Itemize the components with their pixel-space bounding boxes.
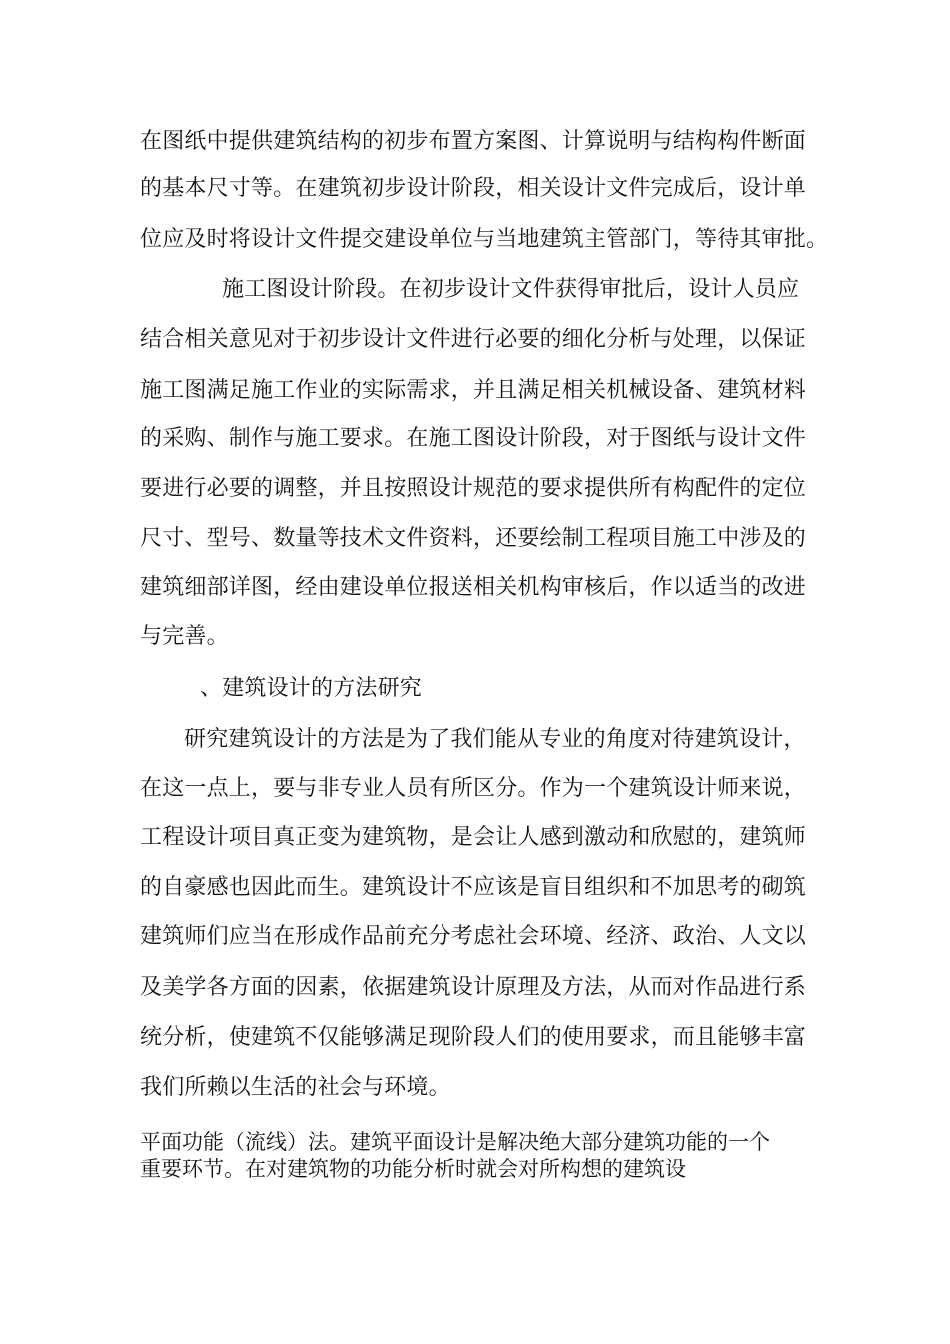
text-line-20: 我们所赖以生活的社会与环境。 [140, 1075, 451, 1100]
text-line-22: 重要环节。在对建筑物的功能分析时就会对所构想的建筑设 [140, 1157, 686, 1181]
text-line-4: 施工图设计阶段。在初步设计文件获得审批后，设计人员应 [222, 277, 800, 302]
text-line-21: 平面功能（流线）法。建筑平面设计是解决绝大部分建筑功能的一个 [140, 1130, 770, 1154]
text-line-1: 在图纸中提供建筑结构的初步布置方案图、计算说明与结构构件断面 [140, 129, 807, 154]
text-line-10: 建筑细部详图，经由建设单位报送相关机构审核后，作以适当的改进 [140, 575, 807, 600]
text-line-11: 与完善。 [140, 624, 229, 649]
text-line-9: 尺寸、型号、数量等技术文件资料，还要绘制工程项目施工中涉及的 [140, 526, 807, 551]
text-line-16: 的自豪感也因此而生。建筑设计不应该是盲目组织和不加思考的砌筑 [140, 875, 807, 900]
text-line-7: 的采购、制作与施工要求。在施工图设计阶段，对于图纸与设计文件 [140, 426, 807, 451]
text-line-6: 施工图满足施工作业的实际需求，并且满足相关机械设备、建筑材料 [140, 378, 807, 403]
text-line-15: 工程设计项目真正变为建筑物，是会让人感到激动和欣慰的，建筑师 [140, 825, 807, 850]
section-heading: 、建筑设计的方法研究 [200, 676, 423, 701]
text-line-2: 的基本尺寸等。在建筑初步设计阶段，相关设计文件完成后，设计单 [140, 176, 807, 201]
text-line-14: 在这一点上，要与非专业人员有所区分。作为一个建筑设计师来说， [140, 776, 807, 801]
text-line-17: 建筑师们应当在形成作品前充分考虑社会环境、经济、政治、人文以 [140, 924, 807, 949]
text-line-8: 要进行必要的调整，并且按照设计规范的要求提供所有构配件的定位 [140, 476, 807, 501]
text-line-19: 统分析，使建筑不仅能够满足现阶段人们的使用要求，而且能够丰富 [140, 1025, 807, 1050]
text-line-13: 研究建筑设计的方法是为了我们能从专业的角度对待建筑设计， [184, 727, 806, 752]
text-line-18: 及美学各方面的因素，依据建筑设计原理及方法，从而对作品进行系 [140, 975, 807, 1000]
text-line-3: 位应及时将设计文件提交建设单位与当地建筑主管部门，等待其审批。 [140, 227, 829, 252]
text-line-5: 结合相关意见对于初步设计文件进行必要的细化分析与处理，以保证 [140, 327, 807, 352]
